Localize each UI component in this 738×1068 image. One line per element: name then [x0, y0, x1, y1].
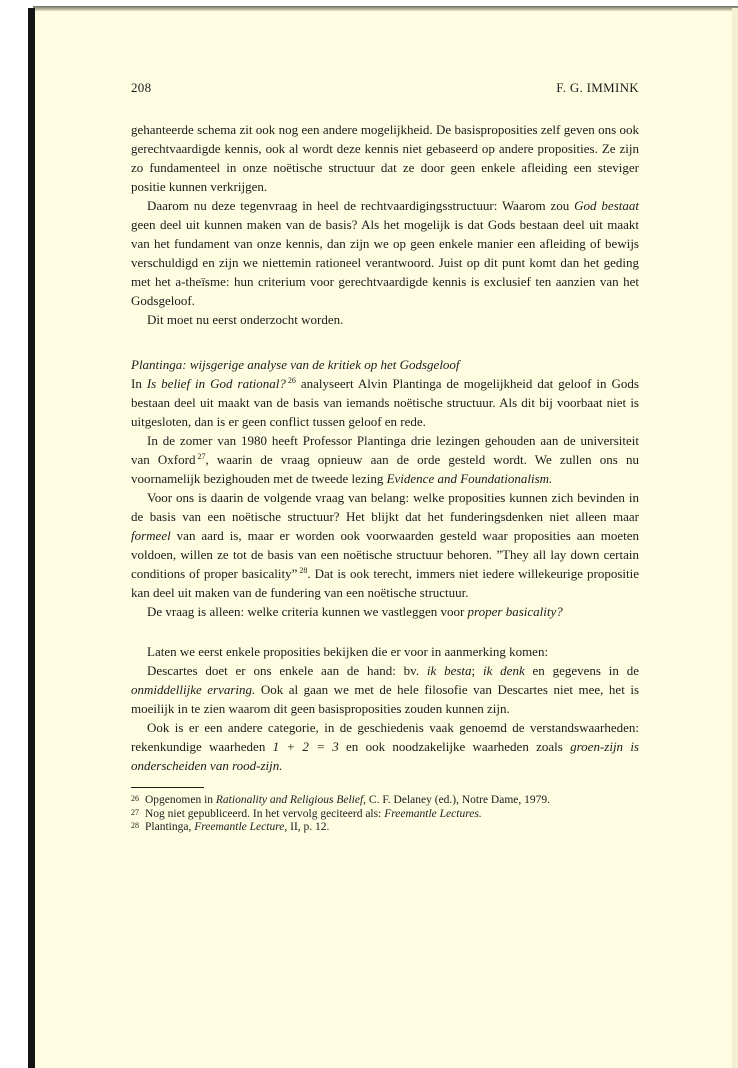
text-run: , waarin de vraag opnieuw aan de orde gesteld wordt. We zullen ons nu voornamelijk bezighouden met de tweede lezing: [131, 452, 639, 486]
text-run: Opgenomen in: [145, 794, 216, 806]
body-text: [131, 120, 639, 835]
text-run: Ook al gaan we met de hele filosofie van Descartes niet mee, het is moeilijk in te zien waarom dit geen basisproposities zouden kunnen zijn.: [131, 682, 639, 716]
text-run: van aard is, maar er worden ook voorwaarden gesteld waar proposities aan moeten voldoen, willen ze tot de basis van een noëtische structuur behoren. ”They all lay down certain conditions of proper basicality”: [131, 528, 639, 581]
running-head-author: F. G. IMMINK: [556, 80, 639, 95]
page-number: 208: [131, 80, 152, 95]
text-run: Ook is er een andere categorie, in de geschiedenis vaak genoemd de verstandswaarheden: rekenkundige waarheden: [131, 720, 639, 754]
italic-term: groen-zijn is onderscheiden van rood-zijn.: [131, 739, 639, 773]
paragraph: [131, 718, 639, 775]
text-run: In: [131, 376, 147, 391]
text-run: Daarom nu deze tegenvraag in heel de rechtvaardigingsstructuur: Waarom zou: [147, 198, 575, 213]
running-head: [131, 80, 639, 100]
footnote-number: 28: [131, 821, 139, 830]
paragraph: [131, 431, 639, 488]
paragraph: [131, 602, 639, 621]
text-run: Voor ons is daarin de volgende vraag van belang: welke proposities kunnen zich bevinden in de basis van een noëtische structuur? Het blijkt dat het funderingsdenken niet alleen maar: [131, 490, 639, 524]
paragraph: [131, 374, 639, 431]
paragraph: [131, 661, 639, 718]
text-run: analyseert Alvin Plantinga de mogelijkheid dat geloof in Gods bestaan deel uit maakt van de basis van iemands noëtische structuur. Als dit bij voorbaat niet is uitgesloten, dan is er geen conflict tussen geloof en rede.: [131, 376, 639, 429]
text-run: en ook noodzakelijke waarheden zoals: [338, 739, 571, 754]
footnote-number: 27: [131, 807, 139, 817]
text-run: Descartes doet er ons enkele aan de hand: bv.: [147, 663, 427, 678]
paragraph: [131, 488, 639, 602]
text-run: Plantinga,: [145, 821, 195, 833]
italic-term: formeel: [131, 528, 171, 543]
italic-title: Freemantle Lecture: [194, 821, 285, 833]
italic-term: onmiddellijke ervaring.: [131, 682, 256, 697]
footnote: [131, 821, 639, 835]
text-run: geen deel uit kunnen maken van de basis? Als het mogelijk is dat Gods bestaan deel uit maakt van het fundament van onze kennis, dan zijn we op geen enkele manier een afleiding of bewijs verschuldigd en zijn we niettemin rationeel verantwoord. Juist op dit punt komt dan het geding met het a-theïsme: hun criterium voor gerechtvaardigde kennis is exclusief ten aanzien van het Godsgeloof.: [131, 217, 639, 308]
footnote: [131, 808, 639, 822]
footnote-rule: [131, 787, 204, 788]
paragraph: Dit moet nu eerst onderzocht worden.: [147, 312, 344, 327]
italic-term: ik denk: [482, 663, 525, 678]
page-right-edge: [732, 8, 738, 1068]
page-top-edge: [33, 6, 738, 11]
section-heading: Plantinga: wijsgerige analyse van de kritiek op het Godsgeloof: [131, 357, 460, 372]
italic-title: Is belief in God rational?: [146, 376, 286, 391]
text-run: Nog niet gepubliceerd. In het vervolg geciteerd als:: [145, 807, 385, 820]
italic-title: Evidence and Foundationalism.: [386, 471, 553, 486]
text-run: , C. F. Delaney (ed.), Notre Dame, 1979.: [363, 794, 551, 806]
paragraph: gehanteerde schema zit ook nog een andere mogelijkheid. De basisproposities zelf geven ons ook gerechtvaardigde kennis, ook al wordt deze kennis niet gebaseerd op andere proposities. Ze zijn zo fundamenteel in onze noëtische structuur dat ze door geen enkele afleiding een steviger positie kunnen verkrijgen.: [131, 122, 639, 194]
text-run: De vraag is alleen: welke criteria kunnen we vastleggen voor: [147, 604, 468, 619]
italic-term: God bestaat: [574, 198, 639, 213]
italic-formula: 1 + 2 = 3: [272, 739, 339, 754]
footnote: [131, 794, 639, 808]
text-run: . Dat is ook terecht, immers niet iedere willekeurige propositie kan deel uit maken van de fundering van een noëtische structuur.: [131, 566, 640, 600]
paragraph: Laten we eerst enkele proposities bekijken die er voor in aanmerking komen:: [147, 644, 549, 659]
text-run: en gegevens in de: [524, 663, 639, 678]
italic-term: proper basicality?: [467, 604, 563, 619]
italic-title: Rationality and Religious Belief: [215, 794, 364, 806]
page-spine-shadow: [28, 8, 35, 1068]
italic-title: Freemantle Lectures.: [384, 807, 482, 820]
text-run: ;: [471, 663, 483, 678]
footnote-ref: 28: [299, 565, 308, 575]
paragraph: [131, 196, 639, 310]
text-run: In de zomer van 1980 heeft Professor Plantinga drie lezingen gehouden aan de universiteit van Oxford: [131, 433, 639, 467]
footnote-number: 26: [131, 794, 139, 803]
footnote-ref: 27: [197, 451, 206, 461]
footnote-ref: 26: [287, 375, 296, 385]
italic-term: ik besta: [426, 663, 472, 678]
text-run: , II, p. 12.: [284, 821, 330, 833]
